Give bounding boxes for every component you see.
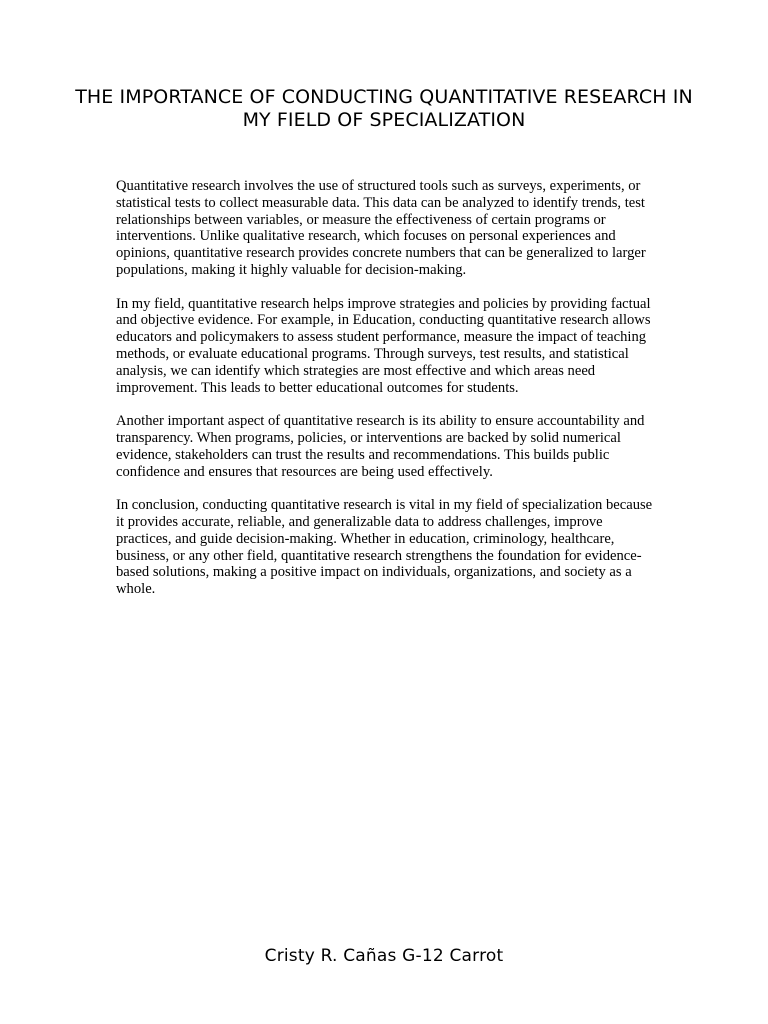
paragraph-field-application: In my field, quantitative research helps improve strategies and policies by providing factual and objective evidence. For example, in Education, conducting quantitative research allows educators and policymakers to assess student performance, measure the impact of teaching methods, or evaluate educational programs. Through surveys, test results, and statistical analysis, we can identify which strategies are most effective and which areas need improvement. This leads to better educational outcomes for students. — [116, 295, 651, 396]
author-signature-line: Cristy R. Cañas G-12 Carrot — [264, 946, 504, 966]
document-body — [116, 178, 656, 615]
paragraph-conclusion: In conclusion, conducting quantitative research is vital in my field of specialization because it provides accurate, reliable, and generalizable data to address challenges, improve practices, and guide decision-making. Whether in education, criminology, healthcare, business, or any other field, quantitative research strengthens the foundation for evidence-based solutions, making a positive impact on individuals, organizations, and society as a whole. — [116, 497, 653, 598]
document-title: THE IMPORTANCE OF CONDUCTING QUANTITATIVE RESEARCH IN MY FIELD OF SPECIALIZATION — [75, 86, 693, 131]
paragraph-definition: Quantitative research involves the use of structured tools such as surveys, experiments, or statistical tests to collect measurable data. This data can be analyzed to identify trends, test relationships between variables, or measure the effectiveness of certain programs or interventions. Unlike qualitative research, which focuses on personal experiences and opinions, quantitative research provides concrete numbers that can be generalized to larger populations, making it highly valuable for decision-making. — [116, 178, 646, 278]
paragraph-accountability: Another important aspect of quantitative research is its ability to ensure accountability and transparency. When programs, policies, or interventions are backed by solid numerical evidence, stakeholders can trust the results and recommendations. This builds public confidence and ensures that resources are being used effectively. — [116, 413, 645, 480]
